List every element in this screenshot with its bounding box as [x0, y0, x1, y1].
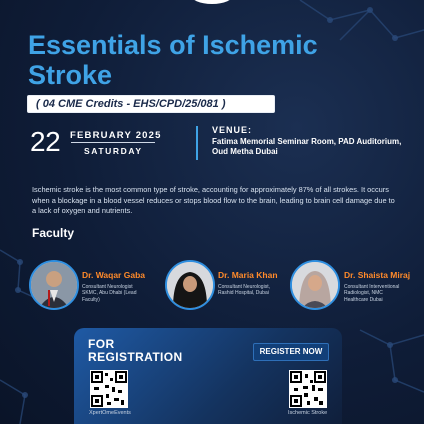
faculty-name-3: Dr. Shaista Miraj	[344, 270, 411, 280]
qr-left-label: XpertOmeEvents	[89, 410, 131, 416]
venue-text: Fatima Memorial Seminar Room, PAD Auditorium, Oud Metha Dubai	[212, 137, 402, 156]
cme-credits-text: ( 04 CME Credits - EHS/CPD/25/081 )	[36, 98, 226, 110]
faculty-photo-maria-khan	[165, 260, 215, 310]
qr-code-right[interactable]	[289, 370, 327, 408]
registration-heading	[88, 338, 183, 364]
cme-credits-banner	[28, 96, 274, 112]
faculty-name-1: Dr. Waqar Gaba	[82, 270, 145, 280]
registration-heading-line1: FOR	[88, 337, 115, 351]
faculty-role-3: Consultant Interventional Radiologist, NMC Healthcare Dubai	[344, 284, 400, 303]
qr-code-left[interactable]	[90, 370, 128, 408]
faculty-photo-waqar-gaba	[29, 260, 79, 310]
event-description: Ischemic stroke is the most common type of stroke, accounting for approximately 87% of all strokes. It occurs when a blockage in a blood vessel reduces or stops blood flow to the brain, leading to brain cell damage due to a lack of oxygen and nutrients.	[32, 185, 395, 216]
date-divider	[71, 142, 155, 143]
event-month-year: FEBRUARY 2025	[70, 130, 162, 141]
faculty-heading: Faculty	[32, 226, 75, 240]
event-day: 22	[30, 126, 61, 157]
event-title: Essentials of Ischemic Stroke	[28, 30, 318, 90]
faculty-name-2: Dr. Maria Khan	[218, 270, 278, 280]
faculty-photo-shaista-miraj	[290, 260, 340, 310]
register-now-button[interactable]: REGISTER NOW	[253, 343, 329, 361]
faculty-role-2: Consultant Neurologist, Rashid Hospital, Dubai	[218, 284, 270, 297]
event-weekday: SATURDAY	[84, 146, 143, 156]
registration-heading-line2: REGISTRATION	[88, 350, 183, 364]
venue-heading: VENUE:	[212, 125, 253, 135]
qr-right-label: Ischemic Stroke	[288, 410, 328, 416]
venue-divider	[196, 126, 198, 160]
faculty-role-1: Consultant Neurologist SKMC, Abu Dhabi (Lead Faculty)	[82, 284, 137, 303]
